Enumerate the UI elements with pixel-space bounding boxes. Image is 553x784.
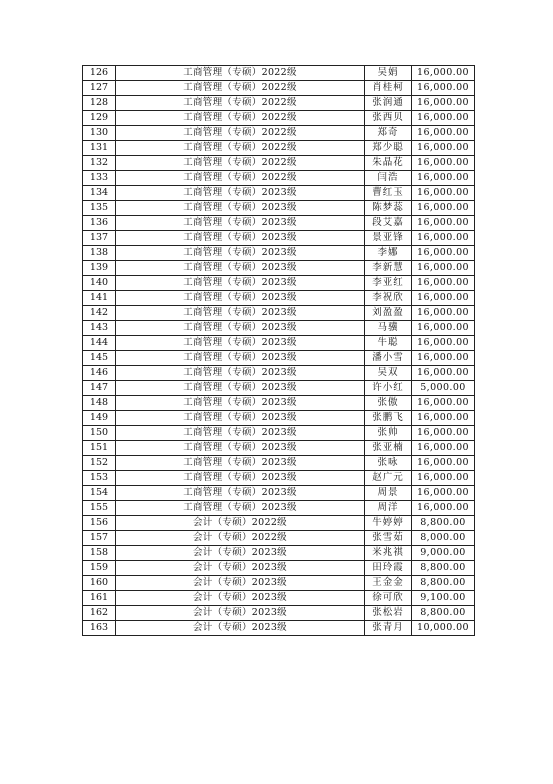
amount-cell: 16,000.00 bbox=[412, 411, 475, 426]
major-cell: 工商管理（专硕）2023级 bbox=[116, 276, 365, 291]
student-name-cell: 赵广元 bbox=[365, 471, 412, 486]
table-row bbox=[83, 381, 475, 396]
amount-cell: 16,000.00 bbox=[412, 66, 475, 81]
row-number-cell: 142 bbox=[83, 306, 116, 321]
student-name-cell: 吴双 bbox=[365, 366, 412, 381]
major-cell: 工商管理（专硕）2023级 bbox=[116, 246, 365, 261]
amount-cell: 16,000.00 bbox=[412, 201, 475, 216]
row-number-cell: 144 bbox=[83, 336, 116, 351]
row-number-cell: 148 bbox=[83, 396, 116, 411]
student-name-cell: 马骥 bbox=[365, 321, 412, 336]
table-row bbox=[83, 96, 475, 111]
amount-cell: 16,000.00 bbox=[412, 306, 475, 321]
row-number-cell: 136 bbox=[83, 216, 116, 231]
student-name-cell: 米兆祺 bbox=[365, 546, 412, 561]
major-cell: 会计（专硕）2023级 bbox=[116, 591, 365, 606]
table-row bbox=[83, 456, 475, 471]
student-name-cell: 李新慧 bbox=[365, 261, 412, 276]
major-cell: 工商管理（专硕）2023级 bbox=[116, 501, 365, 516]
student-name-cell: 刘盈盈 bbox=[365, 306, 412, 321]
major-cell: 工商管理（专硕）2023级 bbox=[116, 201, 365, 216]
amount-cell: 16,000.00 bbox=[412, 351, 475, 366]
table-row bbox=[83, 471, 475, 486]
major-cell: 会计（专硕）2023级 bbox=[116, 606, 365, 621]
student-name-cell: 牛婷婷 bbox=[365, 516, 412, 531]
row-number-cell: 140 bbox=[83, 276, 116, 291]
amount-cell: 16,000.00 bbox=[412, 501, 475, 516]
amount-cell: 16,000.00 bbox=[412, 486, 475, 501]
row-number-cell: 151 bbox=[83, 441, 116, 456]
row-number-cell: 159 bbox=[83, 561, 116, 576]
student-name-cell: 李亚红 bbox=[365, 276, 412, 291]
row-number-cell: 163 bbox=[83, 621, 116, 636]
student-name-cell: 周景 bbox=[365, 486, 412, 501]
major-cell: 工商管理（专硕）2022级 bbox=[116, 81, 365, 96]
table-row bbox=[83, 261, 475, 276]
table-row bbox=[83, 186, 475, 201]
table-row bbox=[83, 501, 475, 516]
student-name-cell: 陈梦蕊 bbox=[365, 201, 412, 216]
row-number-cell: 155 bbox=[83, 501, 116, 516]
major-cell: 工商管理（专硕）2023级 bbox=[116, 486, 365, 501]
major-cell: 工商管理（专硕）2022级 bbox=[116, 96, 365, 111]
student-name-cell: 张雪茹 bbox=[365, 531, 412, 546]
amount-cell: 16,000.00 bbox=[412, 471, 475, 486]
student-name-cell: 潘小雪 bbox=[365, 351, 412, 366]
table-row bbox=[83, 546, 475, 561]
table-row bbox=[83, 561, 475, 576]
row-number-cell: 145 bbox=[83, 351, 116, 366]
major-cell: 会计（专硕）2023级 bbox=[116, 561, 365, 576]
student-name-cell: 张松岩 bbox=[365, 606, 412, 621]
major-cell: 会计（专硕）2022级 bbox=[116, 531, 365, 546]
major-cell: 工商管理（专硕）2023级 bbox=[116, 441, 365, 456]
student-name-cell: 许小红 bbox=[365, 381, 412, 396]
major-cell: 工商管理（专硕）2023级 bbox=[116, 186, 365, 201]
major-cell: 工商管理（专硕）2023级 bbox=[116, 471, 365, 486]
table-row bbox=[83, 336, 475, 351]
table-row bbox=[83, 606, 475, 621]
major-cell: 工商管理（专硕）2023级 bbox=[116, 321, 365, 336]
row-number-cell: 126 bbox=[83, 66, 116, 81]
major-cell: 工商管理（专硕）2023级 bbox=[116, 336, 365, 351]
amount-cell: 16,000.00 bbox=[412, 426, 475, 441]
row-number-cell: 160 bbox=[83, 576, 116, 591]
row-number-cell: 139 bbox=[83, 261, 116, 276]
major-cell: 会计（专硕）2023级 bbox=[116, 576, 365, 591]
amount-cell: 16,000.00 bbox=[412, 141, 475, 156]
student-name-cell: 段艾嘉 bbox=[365, 216, 412, 231]
major-cell: 工商管理（专硕）2023级 bbox=[116, 381, 365, 396]
scholarship-table bbox=[82, 65, 475, 636]
table-row bbox=[83, 276, 475, 291]
student-name-cell: 张西贝 bbox=[365, 111, 412, 126]
student-name-cell: 牛聪 bbox=[365, 336, 412, 351]
table-row bbox=[83, 426, 475, 441]
table-row bbox=[83, 141, 475, 156]
amount-cell: 16,000.00 bbox=[412, 261, 475, 276]
row-number-cell: 134 bbox=[83, 186, 116, 201]
row-number-cell: 128 bbox=[83, 96, 116, 111]
row-number-cell: 153 bbox=[83, 471, 116, 486]
row-number-cell: 135 bbox=[83, 201, 116, 216]
student-name-cell: 王金金 bbox=[365, 576, 412, 591]
row-number-cell: 138 bbox=[83, 246, 116, 261]
row-number-cell: 150 bbox=[83, 426, 116, 441]
major-cell: 工商管理（专硕）2023级 bbox=[116, 426, 365, 441]
student-name-cell: 吴娟 bbox=[365, 66, 412, 81]
major-cell: 会计（专硕）2023级 bbox=[116, 621, 365, 636]
table-row bbox=[83, 531, 475, 546]
table-row bbox=[83, 621, 475, 636]
amount-cell: 16,000.00 bbox=[412, 336, 475, 351]
student-name-cell: 李祝欣 bbox=[365, 291, 412, 306]
row-number-cell: 133 bbox=[83, 171, 116, 186]
amount-cell: 16,000.00 bbox=[412, 366, 475, 381]
row-number-cell: 146 bbox=[83, 366, 116, 381]
student-name-cell: 李娜 bbox=[365, 246, 412, 261]
table-row bbox=[83, 411, 475, 426]
table-row bbox=[83, 486, 475, 501]
student-name-cell: 闫浩 bbox=[365, 171, 412, 186]
student-name-cell: 张傲 bbox=[365, 396, 412, 411]
table-row bbox=[83, 396, 475, 411]
amount-cell: 16,000.00 bbox=[412, 186, 475, 201]
amount-cell: 16,000.00 bbox=[412, 246, 475, 261]
student-name-cell: 张咏 bbox=[365, 456, 412, 471]
major-cell: 工商管理（专硕）2022级 bbox=[116, 156, 365, 171]
major-cell: 工商管理（专硕）2022级 bbox=[116, 126, 365, 141]
row-number-cell: 149 bbox=[83, 411, 116, 426]
table-row bbox=[83, 516, 475, 531]
table-row bbox=[83, 591, 475, 606]
student-name-cell: 肖桂柯 bbox=[365, 81, 412, 96]
row-number-cell: 129 bbox=[83, 111, 116, 126]
major-cell: 工商管理（专硕）2023级 bbox=[116, 411, 365, 426]
amount-cell: 8,800.00 bbox=[412, 606, 475, 621]
table-row bbox=[83, 171, 475, 186]
row-number-cell: 162 bbox=[83, 606, 116, 621]
major-cell: 工商管理（专硕）2023级 bbox=[116, 306, 365, 321]
student-name-cell: 张亚楠 bbox=[365, 441, 412, 456]
student-name-cell: 张鹏飞 bbox=[365, 411, 412, 426]
table-row bbox=[83, 366, 475, 381]
amount-cell: 8,800.00 bbox=[412, 516, 475, 531]
table-row bbox=[83, 231, 475, 246]
major-cell: 会计（专硕）2022级 bbox=[116, 516, 365, 531]
major-cell: 工商管理（专硕）2023级 bbox=[116, 261, 365, 276]
amount-cell: 16,000.00 bbox=[412, 441, 475, 456]
major-cell: 工商管理（专硕）2023级 bbox=[116, 456, 365, 471]
row-number-cell: 147 bbox=[83, 381, 116, 396]
table-row bbox=[83, 321, 475, 336]
row-number-cell: 130 bbox=[83, 126, 116, 141]
major-cell: 工商管理（专硕）2022级 bbox=[116, 171, 365, 186]
major-cell: 工商管理（专硕）2023级 bbox=[116, 216, 365, 231]
amount-cell: 16,000.00 bbox=[412, 81, 475, 96]
row-number-cell: 154 bbox=[83, 486, 116, 501]
table-row bbox=[83, 66, 475, 81]
major-cell: 工商管理（专硕）2023级 bbox=[116, 231, 365, 246]
row-number-cell: 156 bbox=[83, 516, 116, 531]
major-cell: 工商管理（专硕）2023级 bbox=[116, 291, 365, 306]
student-name-cell: 郑少聪 bbox=[365, 141, 412, 156]
amount-cell: 16,000.00 bbox=[412, 291, 475, 306]
amount-cell: 16,000.00 bbox=[412, 171, 475, 186]
amount-cell: 16,000.00 bbox=[412, 321, 475, 336]
student-name-cell: 张润通 bbox=[365, 96, 412, 111]
amount-cell: 16,000.00 bbox=[412, 111, 475, 126]
table-row bbox=[83, 216, 475, 231]
table-row bbox=[83, 576, 475, 591]
major-cell: 工商管理（专硕）2022级 bbox=[116, 141, 365, 156]
major-cell: 工商管理（专硕）2023级 bbox=[116, 396, 365, 411]
table-row bbox=[83, 81, 475, 96]
row-number-cell: 161 bbox=[83, 591, 116, 606]
row-number-cell: 131 bbox=[83, 141, 116, 156]
major-cell: 会计（专硕）2023级 bbox=[116, 546, 365, 561]
table-row bbox=[83, 201, 475, 216]
student-name-cell: 徐可欣 bbox=[365, 591, 412, 606]
amount-cell: 9,000.00 bbox=[412, 546, 475, 561]
major-cell: 工商管理（专硕）2023级 bbox=[116, 351, 365, 366]
amount-cell: 5,000.00 bbox=[412, 381, 475, 396]
row-number-cell: 143 bbox=[83, 321, 116, 336]
table-row bbox=[83, 126, 475, 141]
row-number-cell: 137 bbox=[83, 231, 116, 246]
major-cell: 工商管理（专硕）2022级 bbox=[116, 66, 365, 81]
row-number-cell: 141 bbox=[83, 291, 116, 306]
amount-cell: 8,800.00 bbox=[412, 576, 475, 591]
student-name-cell: 郑奇 bbox=[365, 126, 412, 141]
student-name-cell: 朱晶花 bbox=[365, 156, 412, 171]
amount-cell: 16,000.00 bbox=[412, 231, 475, 246]
student-name-cell: 周洋 bbox=[365, 501, 412, 516]
amount-cell: 16,000.00 bbox=[412, 126, 475, 141]
row-number-cell: 158 bbox=[83, 546, 116, 561]
amount-cell: 16,000.00 bbox=[412, 96, 475, 111]
table-row bbox=[83, 306, 475, 321]
row-number-cell: 127 bbox=[83, 81, 116, 96]
table-body bbox=[83, 66, 475, 636]
student-name-cell: 张帅 bbox=[365, 426, 412, 441]
amount-cell: 16,000.00 bbox=[412, 216, 475, 231]
row-number-cell: 157 bbox=[83, 531, 116, 546]
table-row bbox=[83, 291, 475, 306]
row-number-cell: 152 bbox=[83, 456, 116, 471]
major-cell: 工商管理（专硕）2023级 bbox=[116, 366, 365, 381]
amount-cell: 8,000.00 bbox=[412, 531, 475, 546]
table-row bbox=[83, 441, 475, 456]
student-name-cell: 田玲霞 bbox=[365, 561, 412, 576]
amount-cell: 16,000.00 bbox=[412, 456, 475, 471]
amount-cell: 16,000.00 bbox=[412, 276, 475, 291]
table-row bbox=[83, 351, 475, 366]
major-cell: 工商管理（专硕）2022级 bbox=[116, 111, 365, 126]
table-row bbox=[83, 111, 475, 126]
amount-cell: 9,100.00 bbox=[412, 591, 475, 606]
student-name-cell: 曹红玉 bbox=[365, 186, 412, 201]
table-row bbox=[83, 246, 475, 261]
student-name-cell: 景亚锋 bbox=[365, 231, 412, 246]
table-row bbox=[83, 156, 475, 171]
student-name-cell: 张青月 bbox=[365, 621, 412, 636]
amount-cell: 16,000.00 bbox=[412, 396, 475, 411]
amount-cell: 10,000.00 bbox=[412, 621, 475, 636]
row-number-cell: 132 bbox=[83, 156, 116, 171]
amount-cell: 16,000.00 bbox=[412, 156, 475, 171]
amount-cell: 8,800.00 bbox=[412, 561, 475, 576]
